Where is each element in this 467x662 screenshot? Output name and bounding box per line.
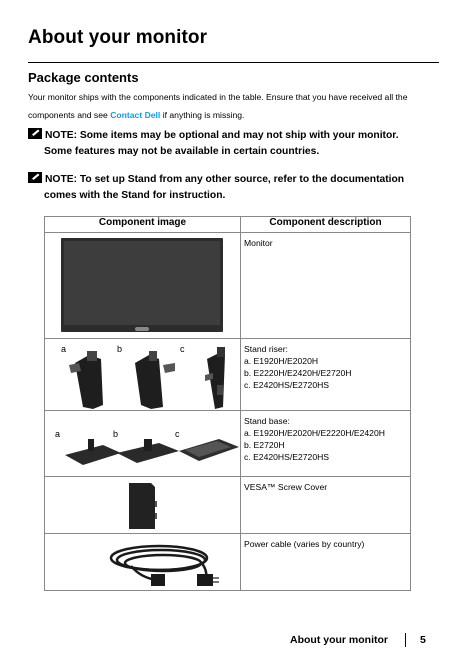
stand-riser-description: Stand riser: a. E1920H/E2020H b. E2220H/E2420H/E2720H c. E2420HS/E2720HS — [241, 339, 411, 411]
note-pencil-icon — [28, 172, 42, 183]
vesa-cover-image-cell — [45, 477, 241, 534]
contact-dell-link[interactable]: Contact Dell — [110, 110, 161, 120]
note1-line1: NOTE: Some items may be optional and may not ship with your monitor. — [45, 130, 399, 141]
stand-riser-c — [205, 347, 225, 409]
stand-base-a — [65, 439, 121, 465]
components-table — [44, 216, 411, 591]
column-header-description: Component description — [241, 217, 411, 233]
footer-section-label: About your monitor — [290, 634, 388, 646]
table-row — [45, 534, 411, 591]
footer-divider — [405, 633, 406, 647]
monitor-image-cell — [45, 233, 241, 339]
dell-logo-icon — [135, 327, 149, 331]
stand-riser-images — [65, 345, 235, 409]
intro-paragraph — [28, 88, 443, 124]
power-cable-image-cell — [45, 534, 241, 591]
stand-base-image-cell — [45, 411, 241, 477]
table-row — [45, 411, 411, 477]
section-heading: Package contents — [28, 70, 139, 85]
note-stand-source — [28, 172, 438, 204]
column-header-image: Component image — [45, 217, 241, 233]
stand-riser-a — [69, 351, 103, 409]
table-header-row — [45, 217, 411, 233]
power-cable-description: Power cable (varies by country) — [241, 534, 411, 591]
monitor-description: Monitor — [241, 233, 411, 339]
monitor-image — [61, 238, 223, 332]
table-row — [45, 477, 411, 534]
note-pencil-icon — [28, 128, 42, 139]
note2-line1: NOTE: To set up Stand from any other source, refer to the documentation — [45, 174, 405, 185]
footer-page-number: 5 — [420, 634, 426, 646]
stand-riser-image-cell — [45, 339, 241, 411]
base-label-c: c — [175, 429, 180, 439]
table-row — [45, 233, 411, 339]
stand-base-b — [117, 439, 179, 463]
stand-riser-b — [135, 351, 175, 409]
note1-line2: Some features may not be available in certain countries. — [44, 146, 320, 157]
note2-line2: comes with the Stand for instruction. — [44, 190, 226, 201]
riser-label-c: c — [180, 344, 185, 354]
page-title: About your monitor — [28, 27, 208, 48]
stand-base-description: Stand base: a. E1920H/E2020H/E2220H/E2420H b. E2720H c. E2420HS/E2720HS — [241, 411, 411, 477]
base-label-a: a — [55, 429, 61, 439]
vesa-cover-description: VESA™ Screw Cover — [241, 477, 411, 534]
stand-base-c — [179, 439, 239, 461]
table-row — [45, 339, 411, 411]
riser-label-a: a — [61, 344, 67, 354]
base-label-b: b — [113, 429, 119, 439]
intro-text-end: if anything is missing. — [160, 110, 245, 120]
vesa-screw-cover-image — [123, 481, 159, 531]
power-cable-image — [101, 536, 231, 590]
stand-base-images — [61, 431, 241, 467]
intro-text-start: Your monitor ships with the components indicated in the table. Ensure that you have received all the components and see — [28, 92, 408, 120]
title-divider — [28, 62, 439, 63]
note-optional-items — [28, 128, 438, 160]
riser-label-b: b — [117, 344, 123, 354]
